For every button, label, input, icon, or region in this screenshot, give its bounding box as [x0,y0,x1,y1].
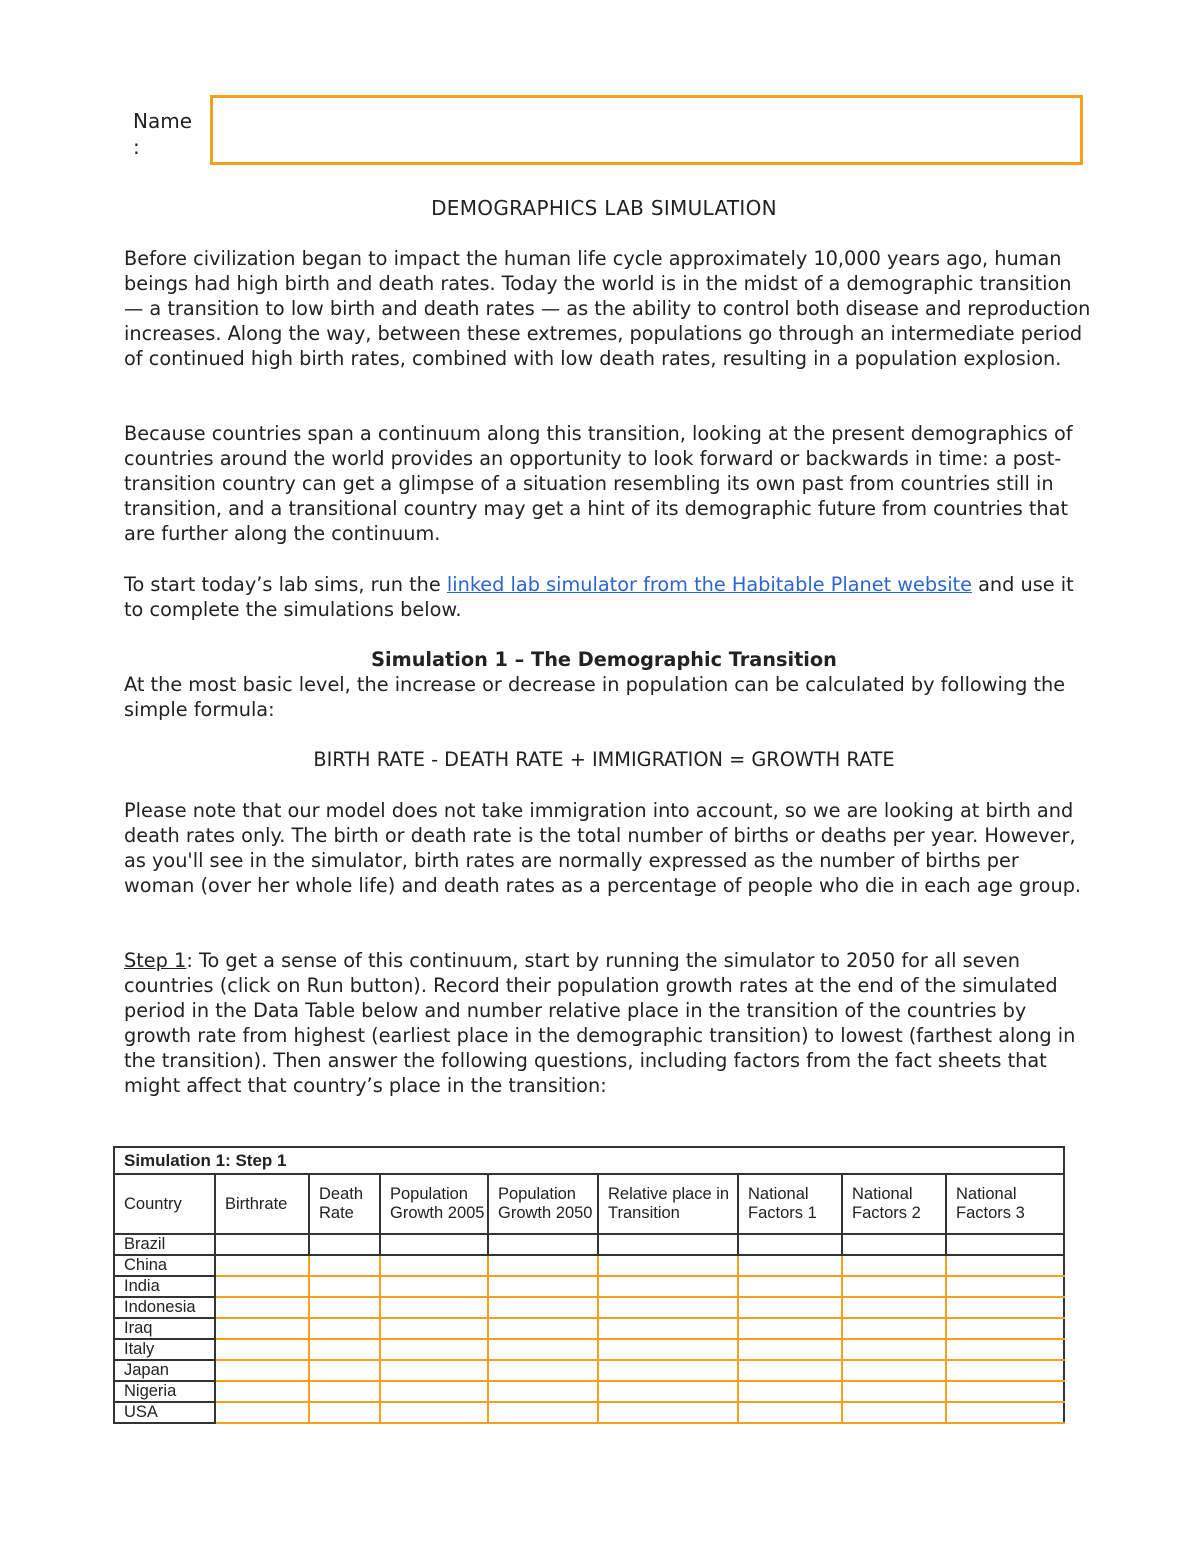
input-cell[interactable] [309,1339,380,1360]
table-header-row [114,1174,1064,1234]
name-label-colon: : [133,135,140,159]
input-cell[interactable] [488,1381,598,1402]
input-cell[interactable] [215,1360,309,1381]
input-cell[interactable] [598,1234,738,1255]
input-cell[interactable] [842,1234,946,1255]
step-1-instructions [124,948,1094,1098]
table-title: Simulation 1: Step 1 [114,1147,1064,1174]
name-label-text: Name [133,109,193,133]
input-cell[interactable] [380,1297,488,1318]
input-cell[interactable] [738,1360,842,1381]
input-cell[interactable] [598,1402,738,1423]
input-cell[interactable] [598,1360,738,1381]
input-cell[interactable] [842,1381,946,1402]
input-cell[interactable] [309,1402,380,1423]
input-cell[interactable] [380,1234,488,1255]
simulation-1-intro: At the most basic level, the increase or decrease in population can be calculated by following the simple formula: [124,673,1066,721]
input-cell[interactable] [738,1276,842,1297]
input-cell[interactable] [488,1297,598,1318]
table-row [114,1234,1064,1255]
input-cell[interactable] [738,1402,842,1423]
input-cell[interactable] [842,1339,946,1360]
input-cell[interactable] [215,1234,309,1255]
input-cell[interactable] [215,1339,309,1360]
input-cell[interactable] [380,1381,488,1402]
name-label [133,108,192,160]
input-cell[interactable] [842,1318,946,1339]
input-cell[interactable] [946,1234,1064,1255]
input-cell[interactable] [309,1276,380,1297]
input-cell[interactable] [738,1255,842,1276]
header-pop-growth-2005: Population Growth 2005 [380,1174,488,1234]
country-cell: Japan [114,1360,215,1381]
input-cell[interactable] [738,1297,842,1318]
header-death-rate: Death Rate [309,1174,380,1234]
intro-p3-text-after: and use it to complete the simulations below. [124,573,1074,621]
input-cell[interactable] [946,1318,1064,1339]
input-cell[interactable] [309,1381,380,1402]
page-title: DEMOGRAPHICS LAB SIMULATION [431,196,777,220]
table-row [114,1360,1064,1381]
country-cell: China [114,1255,215,1276]
name-input-field[interactable] [210,95,1083,165]
input-cell[interactable] [842,1276,946,1297]
input-cell[interactable] [215,1381,309,1402]
input-cell[interactable] [842,1360,946,1381]
input-cell[interactable] [309,1297,380,1318]
table-row [114,1318,1064,1339]
country-cell: Nigeria [114,1381,215,1402]
input-cell[interactable] [946,1255,1064,1276]
country-cell: USA [114,1402,215,1423]
input-cell[interactable] [380,1402,488,1423]
input-cell[interactable] [309,1255,380,1276]
input-cell[interactable] [946,1381,1064,1402]
intro-paragraph-3 [124,572,1094,622]
header-national-factors-1: National Factors 1 [738,1174,842,1234]
input-cell[interactable] [380,1339,488,1360]
header-relative-place: Relative place in Transition [598,1174,738,1234]
input-cell[interactable] [215,1276,309,1297]
header-birthrate: Birthrate [215,1174,309,1234]
table-row [114,1339,1064,1360]
step-1-label: Step 1 [124,949,187,972]
input-cell[interactable] [738,1234,842,1255]
input-cell[interactable] [738,1318,842,1339]
input-cell[interactable] [842,1297,946,1318]
intro-p3-text: To start today’s lab sims, run the [124,573,447,596]
input-cell[interactable] [380,1360,488,1381]
input-cell[interactable] [598,1339,738,1360]
table-row [114,1276,1064,1297]
input-cell[interactable] [488,1402,598,1423]
input-cell[interactable] [946,1360,1064,1381]
simulation-1-note: Please note that our model does not take immigration into account, so we are looking at birth and death rates only. The birth or death rate is the total number of births or deaths per year. However, as you'll see in the simulator, birth rates are normally expressed as the number of births per woman (over her whole life) and death rates as a percentage of people who die in each age group. [124,799,1082,897]
country-cell: Italy [114,1339,215,1360]
data-table [113,1146,1065,1424]
input-cell[interactable] [842,1255,946,1276]
table-row [114,1297,1064,1318]
intro-paragraph-2: Because countries span a continuum along this transition, looking at the present demographics of countries around the world provides an opportunity to look forward or backwards in time: a post-transition country can get a glimpse of a situation resembling its own past from countries still in transition, and a transitional country may get a hint of its demographic future from countries that are further along the continuum. [124,422,1073,545]
input-cell[interactable] [488,1360,598,1381]
intro-paragraph-1: Before civilization began to impact the human life cycle approximately 10,000 years ago, human beings had high birth and death rates. Today the world is in the midst of a demographic transition — a transition to low birth and death rates — as the ability to control both disease and reproduction increases. Along the way, between these extremes, populations go through an intermediate period of continued high birth rates, combined with low death rates, resulting in a population explosion. [124,247,1091,370]
input-cell[interactable] [946,1297,1064,1318]
input-cell[interactable] [598,1318,738,1339]
table-row [114,1381,1064,1402]
header-national-factors-3: National Factors 3 [946,1174,1064,1234]
input-cell[interactable] [215,1297,309,1318]
input-cell[interactable] [488,1234,598,1255]
header-national-factors-2: National Factors 2 [842,1174,946,1234]
input-cell[interactable] [380,1255,488,1276]
input-cell[interactable] [738,1339,842,1360]
input-cell[interactable] [946,1402,1064,1423]
input-cell[interactable] [309,1234,380,1255]
input-cell[interactable] [309,1360,380,1381]
country-cell: Iraq [114,1318,215,1339]
header-pop-growth-2050: Population Growth 2050 [488,1174,598,1234]
step-1-text: : To get a sense of this continuum, start by running the simulator to 2050 for all seven countries (click on Run button). Record their population growth rates at the end of the simulated period in the Data Table below and number relative place in the transition of the countries by growth rate from highest (earliest place in the demographic transition) to lowest (farthest along in the transition). Then answer the following questions, including factors from the fact sheets that might affect that country’s place in the transition: [124,949,1076,1097]
input-cell[interactable] [598,1297,738,1318]
input-cell[interactable] [215,1402,309,1423]
country-cell: Indonesia [114,1297,215,1318]
input-cell[interactable] [598,1255,738,1276]
country-cell: India [114,1276,215,1297]
input-cell[interactable] [598,1276,738,1297]
simulation-1-heading: Simulation 1 – The Demographic Transition [371,648,837,671]
input-cell[interactable] [380,1276,488,1297]
input-cell[interactable] [738,1381,842,1402]
header-country: Country [114,1174,215,1234]
input-cell[interactable] [380,1318,488,1339]
table-row [114,1255,1064,1276]
simulator-link[interactable]: linked lab simulator from the Habitable Planet website [446,573,972,596]
input-cell[interactable] [946,1339,1064,1360]
input-cell[interactable] [488,1276,598,1297]
input-cell[interactable] [488,1318,598,1339]
input-cell[interactable] [215,1255,309,1276]
input-cell[interactable] [309,1318,380,1339]
input-cell[interactable] [215,1318,309,1339]
input-cell[interactable] [488,1339,598,1360]
table-row [114,1402,1064,1423]
country-cell: Brazil [114,1234,215,1255]
input-cell[interactable] [488,1255,598,1276]
growth-formula: BIRTH RATE - DEATH RATE + IMMIGRATION = GROWTH RATE [313,748,895,771]
input-cell[interactable] [946,1276,1064,1297]
input-cell[interactable] [842,1402,946,1423]
input-cell[interactable] [598,1381,738,1402]
